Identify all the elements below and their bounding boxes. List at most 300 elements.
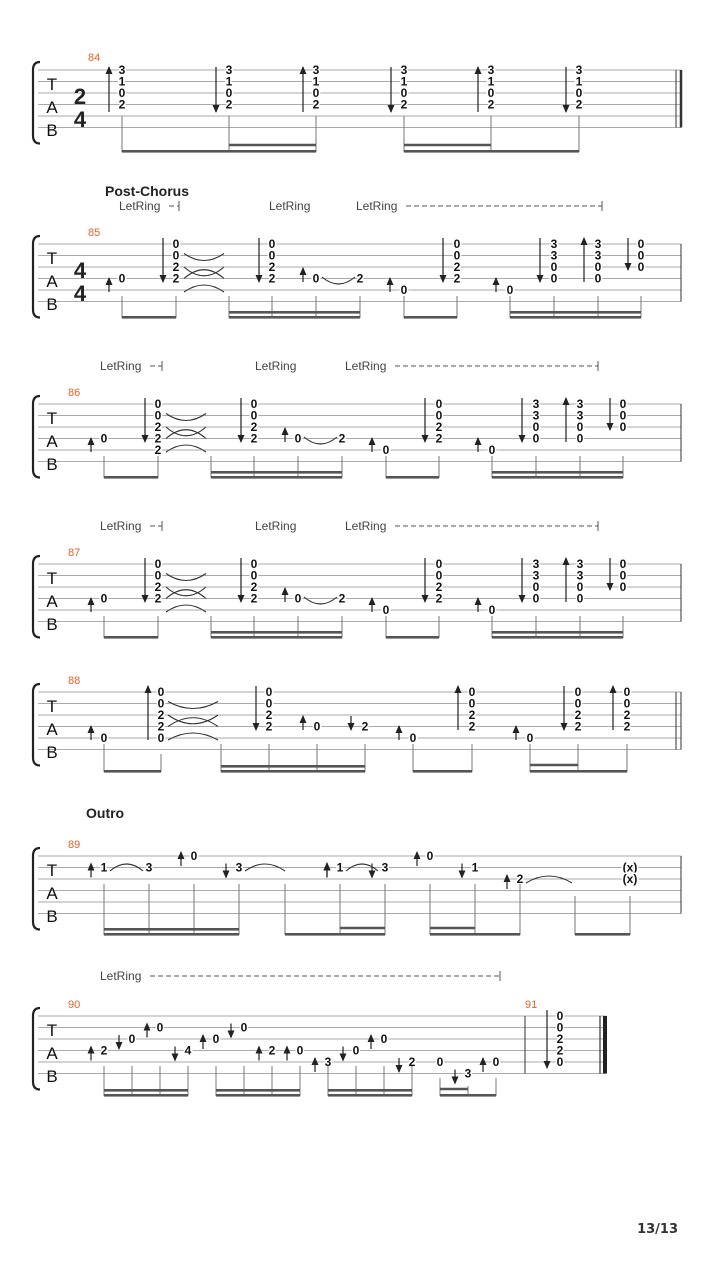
fret-number: 0: [294, 591, 302, 606]
let-ring-label: LetRing: [356, 199, 398, 213]
fret-number: 3: [594, 248, 602, 263]
upstroke-arrow-icon: [480, 1057, 487, 1072]
fret-number: 2: [154, 580, 162, 594]
beam: [229, 316, 360, 319]
fret-number: 2: [268, 271, 276, 286]
downstroke-arrow-icon: [253, 686, 260, 731]
fret-number: 3: [576, 408, 584, 423]
fret-number: 0: [268, 248, 276, 263]
measure-number: 91: [525, 999, 538, 1011]
upstroke-arrow-icon: [300, 715, 307, 730]
downstroke-arrow-icon: [223, 864, 230, 879]
fret-number: 2: [453, 260, 461, 274]
tab-clef-t: T: [46, 697, 58, 716]
page-number: 13/13: [637, 1222, 678, 1237]
fret-number: 2: [154, 431, 162, 446]
upstroke-arrow-icon: [610, 685, 617, 730]
fret-number: 2: [157, 708, 165, 722]
fret-number: 2: [435, 591, 443, 606]
fret-number: 0: [265, 696, 273, 711]
beam: [492, 471, 623, 474]
downstroke-arrow-icon: [340, 1047, 347, 1062]
fret-number: 0: [594, 271, 602, 286]
tab-clef-a: A: [46, 720, 58, 739]
fret-number: 2: [556, 1043, 564, 1058]
fret-number: 1: [336, 860, 344, 875]
system-bracket: [33, 556, 40, 638]
tab-clef-b: B: [46, 121, 58, 140]
beam: [530, 770, 627, 773]
time-signature-bottom: 4: [73, 281, 87, 306]
fret-number: 2: [400, 97, 408, 112]
beam: [386, 476, 439, 479]
tab-clef-a: A: [46, 98, 58, 117]
fret-number: 2: [118, 97, 126, 112]
beam: [328, 1089, 412, 1092]
fret-number: 3: [118, 63, 126, 77]
let-ring-label: LetRing: [345, 519, 387, 533]
fret-number: 2: [268, 1043, 276, 1058]
fret-number: 3: [235, 860, 243, 875]
measure-number: 90: [68, 999, 81, 1011]
fret-number: 3: [576, 557, 584, 571]
fret-number: 0: [172, 248, 180, 263]
fret-number: 0: [100, 591, 108, 606]
downstroke-arrow-icon: [238, 558, 245, 603]
upstroke-arrow-icon: [178, 851, 185, 866]
downstroke-arrow-icon: [440, 238, 447, 283]
system-bracket: [33, 848, 40, 930]
beam: [328, 1094, 412, 1097]
let-ring-label: LetRing: [345, 359, 387, 373]
upstroke-arrow-icon: [282, 587, 289, 602]
fret-number: 3: [532, 568, 540, 583]
fret-number: 0: [550, 260, 558, 274]
fret-number: 2: [157, 719, 165, 734]
time-signature-top: 2: [73, 84, 87, 109]
tab-clef-a: A: [46, 1044, 58, 1063]
fret-number: 0: [637, 260, 645, 274]
tab-clef-b: B: [46, 907, 58, 926]
fret-number: 4: [184, 1043, 192, 1058]
beam: [510, 316, 641, 319]
fret-number: 0: [468, 685, 476, 699]
fret-number: 1: [312, 74, 320, 89]
fret-number: 3: [550, 248, 558, 263]
fret-number: 2: [453, 271, 461, 286]
beam: [492, 631, 623, 634]
fret-number: 0: [556, 1055, 564, 1069]
fret-number: 0: [487, 86, 495, 100]
downstroke-arrow-icon: [172, 1047, 179, 1062]
fret-number: 0: [154, 397, 162, 411]
downstroke-arrow-icon: [563, 67, 570, 113]
fret-number: 2: [435, 420, 443, 434]
fret-number: 0: [268, 237, 276, 251]
fret-number: 0: [619, 557, 627, 571]
fret-number: 0: [250, 568, 258, 583]
fret-number: 0: [296, 1043, 304, 1058]
tie: [166, 574, 206, 581]
tab-clef-t: T: [46, 249, 58, 268]
fret-number: 2: [250, 580, 258, 594]
fret-number: 2: [623, 708, 631, 722]
downstroke-arrow-icon: [142, 558, 149, 603]
let-ring-label: LetRing: [255, 519, 297, 533]
fret-number: 0: [250, 557, 258, 571]
fret-number: 3: [145, 860, 153, 875]
fret-number: 0: [154, 568, 162, 583]
fret-number: 0: [623, 696, 631, 711]
fret-number: 0: [118, 271, 126, 286]
fret-number: 0: [532, 431, 540, 446]
let-ring-label: LetRing: [255, 359, 297, 373]
fret-number: 0: [532, 591, 540, 606]
fret-number: 2: [623, 719, 631, 734]
fret-number: 0: [619, 408, 627, 423]
downstroke-arrow-icon: [459, 864, 466, 879]
fret-number: 2: [312, 97, 320, 112]
fret-number: 0: [556, 1020, 564, 1035]
fret-number: 0: [575, 86, 583, 100]
upstroke-arrow-icon: [324, 862, 331, 877]
fret-number: 2: [468, 719, 476, 734]
fret-number: 3: [576, 568, 584, 583]
fret-number: 0: [619, 580, 627, 594]
fret-number: 2: [268, 260, 276, 274]
beam: [211, 631, 342, 634]
fret-number: 3: [324, 1055, 332, 1069]
fret-number: 3: [487, 63, 495, 77]
time-signature-top: 4: [73, 258, 87, 283]
fret-number: 3: [575, 63, 583, 77]
fret-number: 0: [172, 237, 180, 251]
tie: [184, 285, 224, 292]
fret-number: 0: [637, 237, 645, 251]
fret-number: 2: [172, 271, 180, 286]
let-ring-label: LetRing: [269, 199, 311, 213]
fret-number: 0: [352, 1043, 360, 1058]
tab-clef-b: B: [46, 615, 58, 634]
upstroke-arrow-icon: [282, 427, 289, 442]
fret-number: 0: [550, 271, 558, 286]
let-ring-label: LetRing: [100, 969, 142, 983]
section-post-chorus: Post-Chorus: [105, 183, 189, 199]
fret-number: 2: [154, 443, 162, 457]
beam: [430, 933, 520, 936]
tab-clef-a: A: [46, 272, 58, 291]
fret-number: 0: [382, 443, 390, 457]
fret-number: 0: [436, 1055, 444, 1069]
beam: [104, 933, 239, 936]
fret-number: 0: [574, 685, 582, 699]
fret-number: 2: [154, 420, 162, 434]
fret-number: 2: [361, 719, 369, 734]
fret-number: 0: [190, 849, 198, 863]
fret-number: 1: [471, 860, 479, 875]
fret-number: 0: [250, 408, 258, 423]
upstroke-arrow-icon: [200, 1034, 207, 1049]
tie: [168, 702, 218, 709]
upstroke-arrow-icon: [300, 267, 307, 282]
beam: [104, 770, 161, 773]
fret-number: 0: [488, 443, 496, 457]
fret-number: 2: [172, 260, 180, 274]
beam: [104, 1094, 188, 1097]
beam: [211, 476, 342, 479]
beam: [492, 636, 623, 639]
tab-clef-a: A: [46, 432, 58, 451]
fret-number: 0: [637, 248, 645, 263]
upstroke-arrow-icon: [312, 1057, 319, 1072]
beam: [221, 770, 365, 773]
fret-number: 0: [532, 420, 540, 434]
fret-number: 0: [619, 420, 627, 434]
fret-number: 0: [294, 431, 302, 446]
let-ring-label: LetRing: [100, 519, 142, 533]
tie: [166, 445, 206, 452]
tab-clef-b: B: [46, 455, 58, 474]
system-bracket: [33, 236, 40, 318]
upstroke-arrow-icon: [88, 1046, 95, 1061]
beam: [104, 928, 239, 931]
beam: [229, 311, 360, 314]
upstroke-arrow-icon: [475, 66, 482, 112]
downstroke-arrow-icon: [256, 238, 263, 283]
upstroke-arrow-icon: [88, 863, 95, 878]
fret-number: 0: [435, 568, 443, 583]
upstroke-arrow-icon: [504, 874, 511, 889]
system-bracket: [33, 62, 40, 144]
downstroke-arrow-icon: [238, 398, 245, 443]
fret-number: 0: [312, 86, 320, 100]
fret-number: 2: [154, 591, 162, 606]
fret-number: 0: [157, 731, 165, 745]
downstroke-arrow-icon: [561, 686, 568, 731]
fret-number: 2: [338, 591, 346, 606]
fret-number: 0: [435, 408, 443, 423]
upstroke-arrow-icon: [284, 1046, 291, 1061]
measure-number: 89: [68, 839, 81, 851]
tie: [166, 414, 206, 421]
beam: [492, 476, 623, 479]
measure-number: 85: [88, 227, 101, 239]
downstroke-arrow-icon: [519, 558, 526, 603]
beam: [122, 316, 176, 319]
upstroke-arrow-icon: [256, 1046, 263, 1061]
fret-number: 0: [157, 696, 165, 711]
downstroke-arrow-icon: [422, 398, 429, 443]
tab-clef-a: A: [46, 592, 58, 611]
downstroke-arrow-icon: [160, 238, 167, 283]
fret-number: 3: [464, 1066, 472, 1081]
tab-clef-a: A: [46, 884, 58, 903]
fret-number: 0: [154, 408, 162, 423]
fret-number: 0: [623, 685, 631, 699]
fret-number: 0: [313, 719, 321, 734]
system-bracket: [33, 396, 40, 478]
fret-number: 1: [487, 74, 495, 89]
fret-number: 2: [100, 1043, 108, 1058]
downstroke-arrow-icon: [607, 398, 614, 431]
fret-number: 2: [435, 431, 443, 446]
fret-number: 0: [100, 431, 108, 446]
fret-number: 0: [453, 237, 461, 251]
fret-number: 0: [250, 397, 258, 411]
time-signature-bottom: 4: [73, 107, 87, 132]
fret-number: 2: [574, 708, 582, 722]
beam: [404, 316, 457, 319]
measure-number: 87: [68, 547, 81, 559]
let-ring-label: LetRing: [119, 199, 161, 213]
fret-number: 0: [212, 1032, 220, 1046]
tab-clef-t: T: [46, 861, 58, 880]
fret-number: 0: [453, 248, 461, 263]
fret-number: 0: [156, 1020, 164, 1035]
fret-number: (x): [622, 860, 638, 875]
fret-number: 3: [225, 63, 233, 77]
fret-number: 0: [532, 580, 540, 594]
fret-number: 0: [576, 431, 584, 446]
tab-clef-t: T: [46, 75, 58, 94]
tab-clef-t: T: [46, 409, 58, 428]
fret-number: 2: [265, 719, 273, 734]
fret-number: 2: [408, 1055, 416, 1069]
fret-number: 3: [532, 408, 540, 423]
beam: [510, 311, 641, 314]
fret-number: 0: [118, 86, 126, 100]
beam: [575, 933, 630, 936]
fret-number: 0: [556, 1009, 564, 1023]
tie: [166, 605, 206, 612]
tie: [168, 733, 218, 740]
beam: [221, 765, 365, 768]
fret-number: 1: [400, 74, 408, 89]
fret-number: 0: [619, 397, 627, 411]
fret-number: 1: [575, 74, 583, 89]
downstroke-arrow-icon: [396, 1058, 403, 1073]
fret-number: 0: [154, 557, 162, 571]
upstroke-arrow-icon: [368, 1034, 375, 1049]
beam: [216, 1094, 300, 1097]
beam: [104, 476, 158, 479]
downstroke-arrow-icon: [388, 67, 395, 113]
fret-number: 0: [380, 1032, 388, 1046]
beam: [211, 636, 342, 639]
tie: [184, 254, 224, 261]
fret-number: 1: [118, 74, 126, 89]
downstroke-arrow-icon: [213, 67, 220, 113]
fret-number: 0: [492, 1055, 500, 1069]
downstroke-arrow-icon: [228, 1024, 235, 1039]
tab-clef-b: B: [46, 295, 58, 314]
fret-number: 2: [356, 271, 364, 286]
fret-number: 0: [576, 580, 584, 594]
fret-number: 0: [382, 603, 390, 617]
downstroke-arrow-icon: [422, 558, 429, 603]
fret-number: 3: [594, 237, 602, 251]
system-bracket: [33, 684, 40, 766]
upstroke-arrow-icon: [563, 557, 570, 602]
fret-number: 2: [435, 580, 443, 594]
fret-number: 0: [468, 696, 476, 711]
fret-number: 0: [594, 260, 602, 274]
fret-number: 0: [506, 283, 514, 297]
fret-number: 0: [225, 86, 233, 100]
beam: [104, 636, 158, 639]
fret-number: 1: [100, 860, 108, 875]
downstroke-arrow-icon: [348, 716, 355, 731]
fret-number: 0: [128, 1032, 136, 1046]
fret-number: 3: [532, 397, 540, 411]
beam: [386, 636, 439, 639]
final-barline: [603, 1016, 607, 1074]
fret-number: 0: [409, 731, 417, 745]
downstroke-arrow-icon: [452, 1070, 459, 1085]
fret-number: 2: [575, 97, 583, 112]
fret-number: 0: [100, 731, 108, 745]
fret-number: 0: [400, 86, 408, 100]
fret-number: 0: [526, 731, 534, 745]
fret-number: 0: [619, 568, 627, 583]
fret-number: 2: [250, 420, 258, 434]
fret-number: 0: [400, 283, 408, 297]
fret-number: 2: [225, 97, 233, 112]
upstroke-arrow-icon: [414, 851, 421, 866]
downstroke-arrow-icon: [116, 1035, 123, 1050]
fret-number: 0: [435, 397, 443, 411]
tab-clef-t: T: [46, 1021, 58, 1040]
downstroke-arrow-icon: [537, 238, 544, 283]
fret-number: 2: [265, 708, 273, 722]
beam: [216, 1089, 300, 1092]
upstroke-arrow-icon: [106, 66, 113, 112]
fret-number: 0: [312, 271, 320, 286]
tab-clef-t: T: [46, 569, 58, 588]
fret-number: 3: [576, 397, 584, 411]
fret-number: 2: [338, 431, 346, 446]
fret-number: 2: [250, 431, 258, 446]
fret-number: 3: [400, 63, 408, 77]
beam: [211, 471, 342, 474]
measure-number: 88: [68, 675, 81, 687]
upstroke-arrow-icon: [563, 397, 570, 442]
fret-number: 3: [550, 237, 558, 251]
fret-number: 0: [426, 849, 434, 863]
upstroke-arrow-icon: [145, 685, 152, 740]
beam: [404, 150, 579, 153]
beam: [104, 1089, 188, 1092]
fret-number: 3: [532, 557, 540, 571]
fret-number: 1: [225, 74, 233, 89]
beam: [413, 770, 472, 773]
fret-number: 2: [468, 708, 476, 722]
system-bracket: [33, 1008, 40, 1090]
fret-number: 0: [576, 420, 584, 434]
upstroke-arrow-icon: [300, 66, 307, 112]
downstroke-arrow-icon: [519, 398, 526, 443]
tab-clef-b: B: [46, 1067, 58, 1086]
fret-number: 2: [516, 872, 524, 886]
measure-number: 86: [68, 387, 81, 399]
downstroke-arrow-icon: [142, 398, 149, 443]
upstroke-arrow-icon: [581, 237, 588, 282]
fret-number: 0: [488, 603, 496, 617]
fret-number: 2: [574, 719, 582, 734]
fret-number: 0: [157, 685, 165, 699]
beam: [440, 1094, 496, 1097]
fret-number: 0: [576, 591, 584, 606]
